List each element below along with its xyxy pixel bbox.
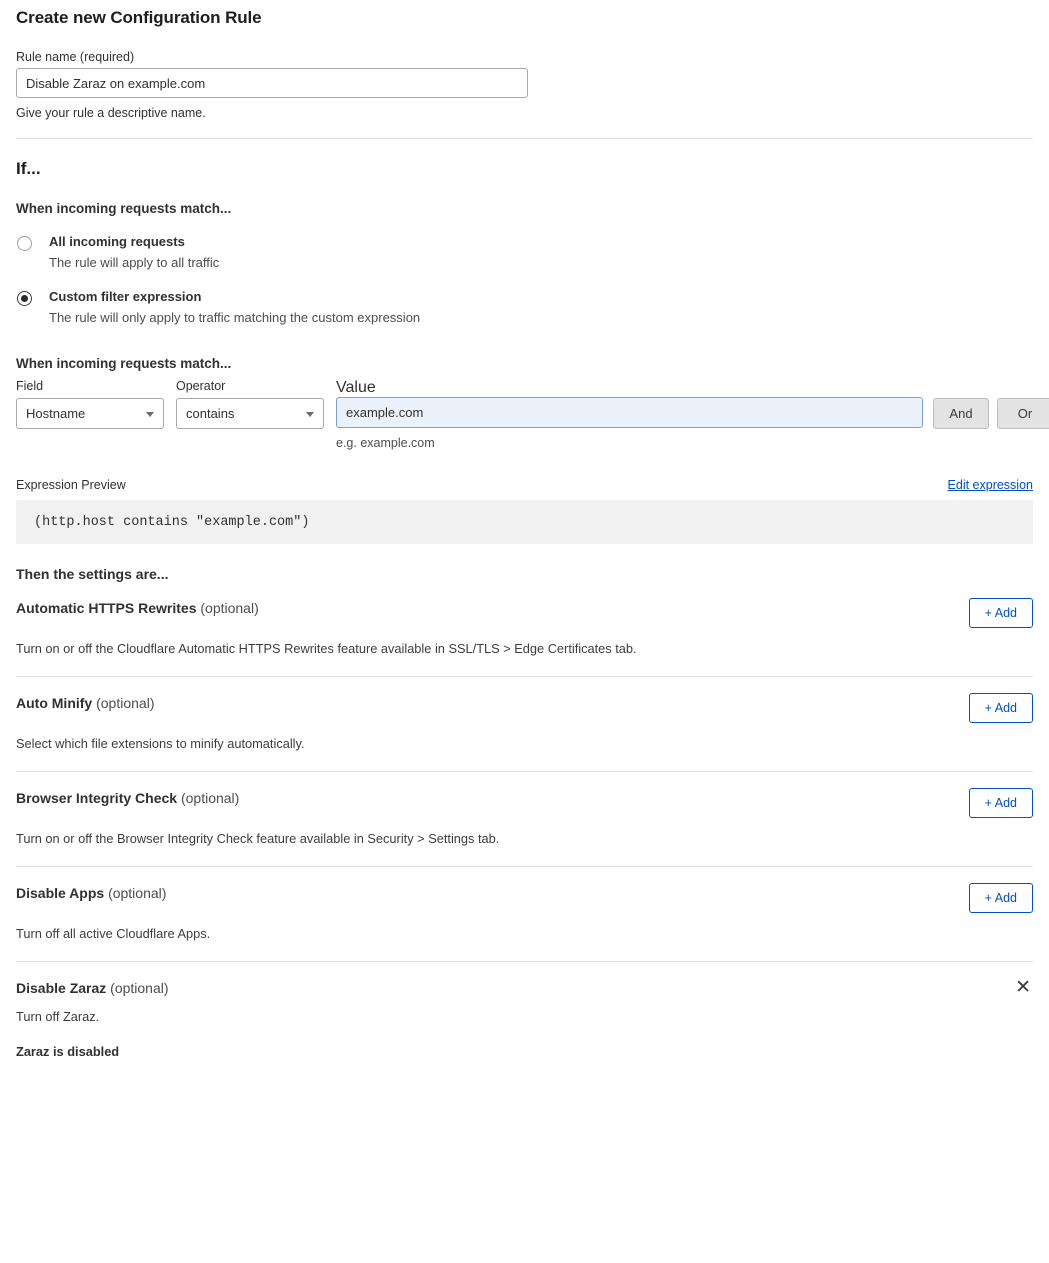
value-input[interactable] [336,397,923,428]
setting-description: Turn off all active Cloudflare Apps. [16,926,211,941]
radio-label-custom-filter: Custom filter expression [49,289,202,304]
edit-expression-link[interactable]: Edit expression [947,478,1033,492]
logic-button-group [933,379,1049,429]
page-title: Create new Configuration Rule [16,8,262,27]
setting-title [16,600,259,616]
setting-description: Turn on or off the Cloudflare Automatic HTTPS Rewrites feature available in SSL/TLS > Edge Certificates tab. [16,641,637,656]
add-button-browser-integrity-check[interactable]: + Add [969,788,1033,818]
setting-disable-zaraz [16,962,1033,1079]
radio-desc-custom-filter: The rule will only apply to traffic matching the custom expression [49,310,421,325]
or-button[interactable]: Or [997,398,1049,429]
operator-label: Operator [176,379,226,393]
add-button-automatic-https-rewrites[interactable]: + Add [969,598,1033,628]
rule-name-label: Rule name (required) [16,50,135,64]
setting-name-text: Auto Minify [16,695,93,711]
field-label: Field [16,379,44,393]
status-badge: Zaraz is disabled [16,1044,120,1059]
filter-row [16,379,1033,450]
setting-optional-text: (optional) [108,885,167,901]
setting-name-text: Disable Apps [16,885,105,901]
value-column [336,379,923,450]
setting-title [16,885,166,901]
setting-auto-minify [16,677,1033,772]
add-button-disable-apps[interactable]: + Add [969,883,1033,913]
setting-title [16,790,239,806]
chevron-down-icon [306,412,314,417]
field-select[interactable] [16,398,164,429]
operator-column [176,379,324,429]
field-select-value: Hostname [26,406,86,421]
if-heading: If... [16,159,41,178]
expression-preview-label: Expression Preview [16,478,126,492]
setting-optional-text: (optional) [180,790,240,806]
radio-icon-all-requests[interactable] [17,236,32,251]
setting-name-text: Automatic HTTPS Rewrites [16,600,197,616]
radio-option-all-requests[interactable] [16,234,1033,271]
then-heading: Then the settings are... [16,566,169,582]
field-column [16,379,164,429]
expression-preview-code: (http.host contains "example.com") [16,500,1033,544]
operator-select[interactable] [176,398,324,429]
setting-description: Select which file extensions to minify automatically. [16,736,305,751]
setting-description: Turn on or off the Browser Integrity Check feature available in Security > Settings tab. [16,831,500,846]
close-icon[interactable]: ✕ [1015,976,1031,998]
setting-optional-text: (optional) [110,980,169,996]
setting-name-text: Disable Zaraz [16,980,107,996]
radio-option-custom-filter[interactable] [16,289,1033,326]
divider [16,138,1033,139]
add-button-auto-minify[interactable]: + Add [969,693,1033,723]
setting-name-text: Browser Integrity Check [16,790,178,806]
rule-name-helper: Give your rule a descriptive name. [16,106,206,120]
setting-browser-integrity-check [16,772,1033,867]
setting-description: Turn off Zaraz. [16,1009,100,1024]
radio-label-all-requests: All incoming requests [49,234,185,249]
rule-name-input[interactable] [16,68,528,98]
radio-desc-all-requests: The rule will apply to all traffic [49,255,220,270]
match-heading: When incoming requests match... [16,201,232,216]
value-help-text: e.g. example.com [336,436,435,450]
setting-automatic-https-rewrites [16,582,1033,677]
value-label: Value [336,379,376,396]
expression-preview-header [16,478,1033,492]
chevron-down-icon [146,412,154,417]
operator-select-value: contains [186,406,235,421]
radio-icon-custom-filter[interactable] [17,291,32,306]
setting-disable-apps [16,867,1033,962]
setting-optional-text: (optional) [96,695,155,711]
setting-title [16,980,169,996]
filter-heading: When incoming requests match... [16,356,232,371]
setting-title [16,695,154,711]
setting-optional-text: (optional) [200,600,259,616]
and-button[interactable]: And [933,398,989,429]
